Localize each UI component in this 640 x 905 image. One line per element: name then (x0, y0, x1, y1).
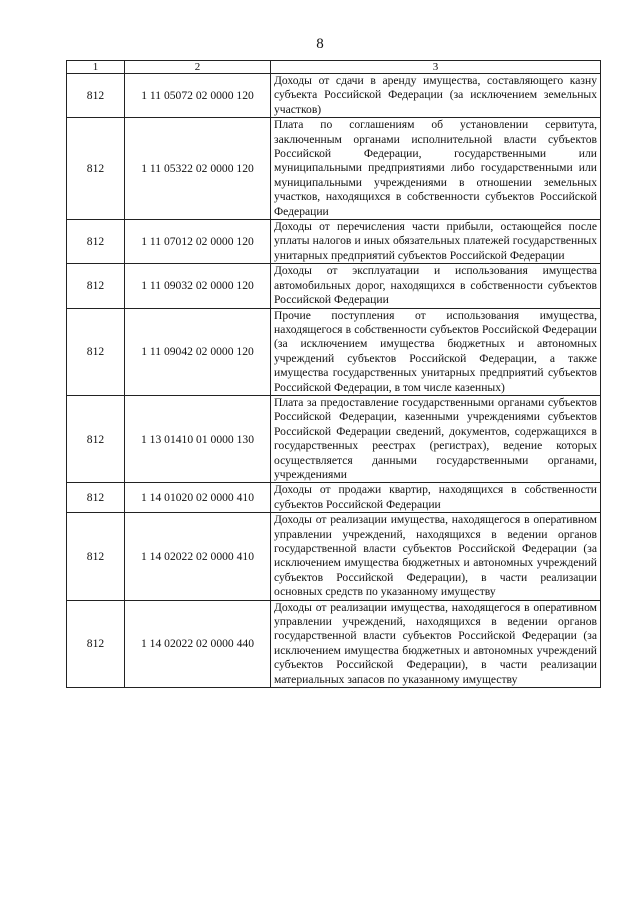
revenue-code-cell: 1 11 07012 02 0000 120 (125, 220, 271, 264)
revenue-code-cell: 1 11 09032 02 0000 120 (125, 264, 271, 308)
table-header-row (67, 61, 601, 74)
revenue-code-cell: 1 14 02022 02 0000 440 (125, 600, 271, 687)
admin-code-cell: 812 (67, 513, 125, 600)
table-row (67, 395, 601, 482)
table-row (67, 220, 601, 264)
revenue-code-cell: 1 11 05322 02 0000 120 (125, 118, 271, 220)
revenue-description-cell: Доходы от продажи квартир, находящихся в собственности субъектов Российской Федерации (271, 483, 601, 513)
column-header-1: 1 (67, 61, 125, 74)
revenue-description-cell: Доходы от реализации имущества, находящегося в оперативном управлении учреждений, находящихся в ведении органов государственной власти субъектов Российской Федерации (за исключением имущества бюджетных и автономных учреждений субъектов Российской Федерации), в части реализации основных средств по указанному имуществу (271, 513, 601, 600)
page-number: 8 (316, 36, 324, 52)
column-header-2: 2 (125, 61, 271, 74)
revenue-description-cell: Прочие поступления от использования имущества, находящегося в собственности субъектов Российской Федерации (за исключением имущества бюджетных и автономных учреждений субъектов Российской Федерации, а также имущества государственных унитарных предприятий субъектов Российской Федерации, в том числе казенных) (271, 308, 601, 395)
revenue-code-cell: 1 13 01410 01 0000 130 (125, 395, 271, 482)
admin-code-cell: 812 (67, 220, 125, 264)
table-row (67, 308, 601, 395)
revenue-description-cell: Плата за предоставление государственными органами субъектов Российской Федерации, казенными учреждениями субъектов Российской Федерации сведений, документов, содержащихся в государственных реестрах (регистрах), ведение которых осуществляется данными государственными органами, учреждениями (271, 395, 601, 482)
column-header-3: 3 (271, 61, 601, 74)
table-row (67, 483, 601, 513)
table-row (67, 74, 601, 118)
revenue-code-cell: 1 11 09042 02 0000 120 (125, 308, 271, 395)
admin-code-cell: 812 (67, 74, 125, 118)
admin-code-cell: 812 (67, 395, 125, 482)
revenue-description-cell: Доходы от сдачи в аренду имущества, составляющего казну субъекта Российской Федерации (за исключением земельных участков) (271, 74, 601, 118)
admin-code-cell: 812 (67, 118, 125, 220)
revenue-codes-table (66, 60, 601, 688)
admin-code-cell: 812 (67, 483, 125, 513)
revenue-description-cell: Доходы от перечисления части прибыли, остающейся после уплаты налогов и иных обязательных платежей государственных унитарных предприятий субъектов Российской Федерации (271, 220, 601, 264)
table-row (67, 118, 601, 220)
table-row (67, 600, 601, 687)
revenue-description-cell: Доходы от эксплуатации и использования имущества автомобильных дорог, находящихся в собственности субъектов Российской Федерации (271, 264, 601, 308)
table-row (67, 264, 601, 308)
admin-code-cell: 812 (67, 600, 125, 687)
admin-code-cell: 812 (67, 308, 125, 395)
revenue-code-cell: 1 11 05072 02 0000 120 (125, 74, 271, 118)
revenue-description-cell: Плата по соглашениям об установлении сервитута, заключенным органами исполнительной власти субъектов Российской Федерации, государственными или муниципальными предприятиями либо государственными или муниципальными учреждениями в отношении земельных участков, находящихся в собственности субъектов Российской Федерации (271, 118, 601, 220)
admin-code-cell: 812 (67, 264, 125, 308)
revenue-code-cell: 1 14 01020 02 0000 410 (125, 483, 271, 513)
revenue-description-cell: Доходы от реализации имущества, находящегося в оперативном управлении учреждений, находящихся в ведении органов государственной власти субъектов Российской Федерации (за исключением имущества бюджетных и автономных учреждений субъектов Российской Федерации), в части реализации материальных запасов по указанному имуществу (271, 600, 601, 687)
revenue-code-cell: 1 14 02022 02 0000 410 (125, 513, 271, 600)
table-row (67, 513, 601, 600)
